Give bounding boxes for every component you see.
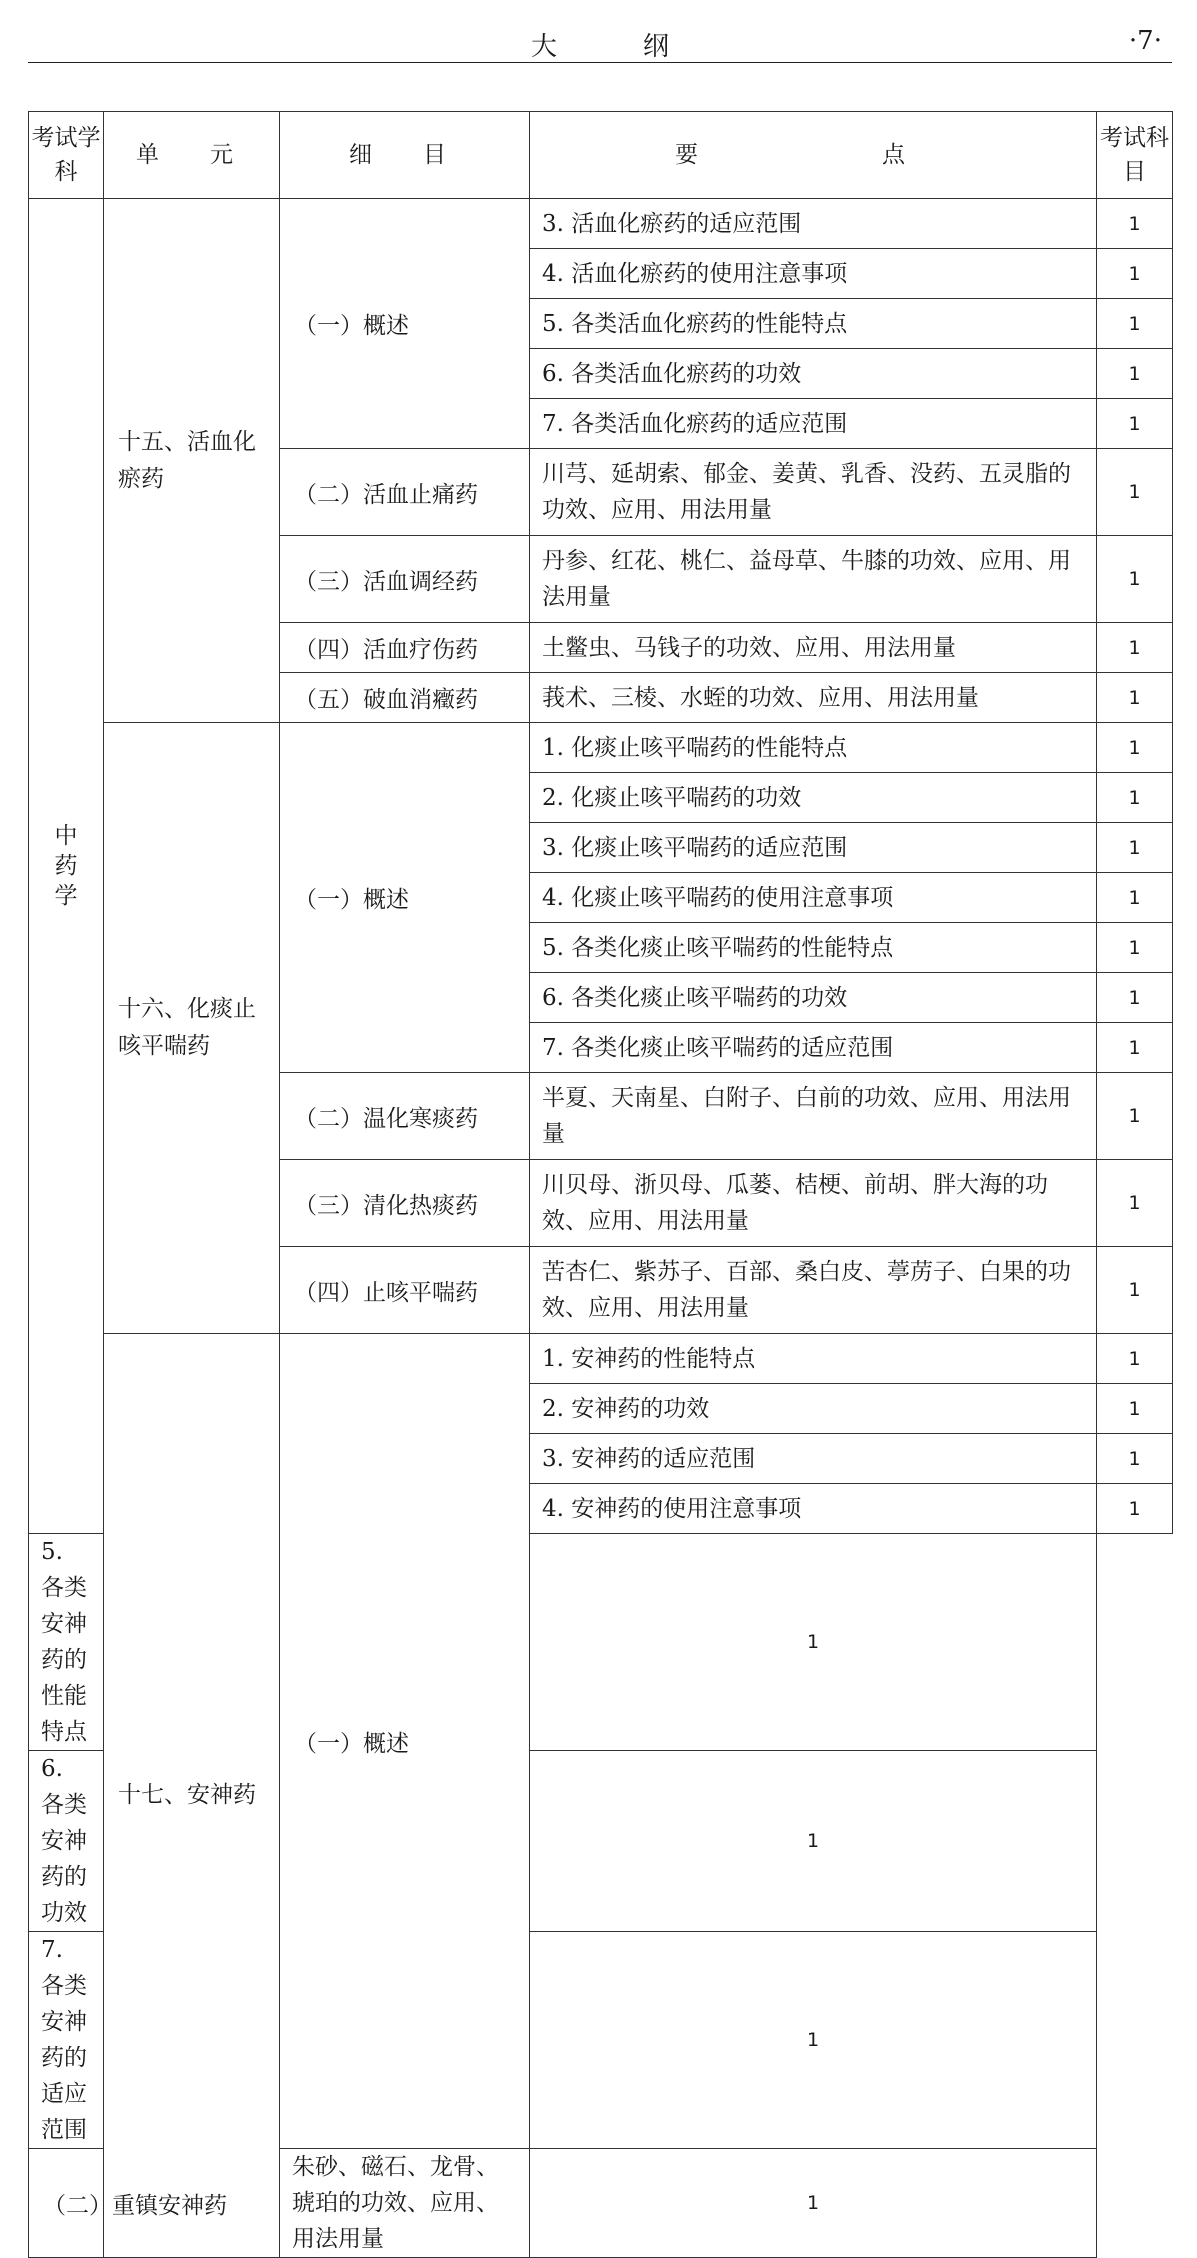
- point-cell: 莪术、三棱、水蛭的功效、应用、用法用量: [530, 673, 1097, 723]
- page-header: [28, 20, 1172, 63]
- unit-cell: 十六、化痰止咳平喘药: [104, 723, 280, 1334]
- exam-cell: 1: [530, 1534, 1097, 1751]
- point-cell: 4. 安神药的使用注意事项: [530, 1484, 1097, 1534]
- exam-cell: 1: [1097, 349, 1173, 399]
- point-cell: 7. 各类安神药的适应范围: [29, 1932, 104, 2149]
- exam-cell: 1: [1097, 623, 1173, 673]
- point-cell: 3. 活血化瘀药的适应范围: [530, 199, 1097, 249]
- outline-table: [28, 111, 1173, 2258]
- exam-cell: 1: [1097, 673, 1173, 723]
- point-cell: 5. 各类化痰止咳平喘药的性能特点: [530, 923, 1097, 973]
- unit-cell: 十五、活血化瘀药: [104, 199, 280, 723]
- item-cell: （三）清化热痰药: [280, 1160, 530, 1247]
- page-number: ·7·: [1128, 26, 1162, 56]
- table-row: [29, 723, 1173, 773]
- exam-cell: 1: [1097, 1434, 1173, 1484]
- point-cell: 2. 安神药的功效: [530, 1384, 1097, 1434]
- point-cell: 苦杏仁、紫苏子、百部、桑白皮、葶苈子、白果的功效、应用、用法用量: [530, 1247, 1097, 1334]
- exam-cell: 1: [1097, 1334, 1173, 1384]
- point-cell: 朱砂、磁石、龙骨、琥珀的功效、应用、用法用量: [280, 2149, 530, 2258]
- column-header-exam: 考试科目: [1097, 112, 1173, 199]
- exam-cell: 1: [530, 2149, 1097, 2258]
- page-title: 大 纲: [530, 32, 699, 62]
- item-cell: （四）活血疗伤药: [280, 623, 530, 673]
- exam-cell: 1: [1097, 773, 1173, 823]
- point-cell: 2. 化痰止咳平喘药的功效: [530, 773, 1097, 823]
- point-cell: 5. 各类活血化瘀药的性能特点: [530, 299, 1097, 349]
- item-cell: （四）止咳平喘药: [280, 1247, 530, 1334]
- exam-cell: 1: [1097, 923, 1173, 973]
- table-header-row: [29, 112, 1173, 199]
- exam-cell: 1: [530, 1751, 1097, 1932]
- subject-label: 中药学: [54, 823, 78, 909]
- table-row: [29, 1334, 1173, 1384]
- point-cell: 1. 安神药的性能特点: [530, 1334, 1097, 1384]
- column-header-item: 细 目: [280, 112, 530, 199]
- point-cell: 3. 化痰止咳平喘药的适应范围: [530, 823, 1097, 873]
- item-cell: （二）活血止痛药: [280, 449, 530, 536]
- point-cell: 6. 各类化痰止咳平喘药的功效: [530, 973, 1097, 1023]
- exam-cell: 1: [530, 1932, 1097, 2149]
- item-cell: （二）重镇安神药: [29, 2149, 104, 2258]
- item-cell: （五）破血消癥药: [280, 673, 530, 723]
- exam-cell: 1: [1097, 1484, 1173, 1534]
- exam-cell: 1: [1097, 973, 1173, 1023]
- unit-cell: 十七、安神药: [104, 1334, 280, 2258]
- point-cell: 5. 各类安神药的性能特点: [29, 1534, 104, 1751]
- point-cell: 6. 各类活血化瘀药的功效: [530, 349, 1097, 399]
- exam-cell: 1: [1097, 1384, 1173, 1434]
- item-cell: （一）概述: [280, 1334, 530, 2149]
- point-cell: 3. 安神药的适应范围: [530, 1434, 1097, 1484]
- exam-cell: 1: [1097, 536, 1173, 623]
- exam-cell: 1: [1097, 873, 1173, 923]
- point-cell: 7. 各类活血化瘀药的适应范围: [530, 399, 1097, 449]
- exam-cell: 1: [1097, 449, 1173, 536]
- exam-cell: 1: [1097, 199, 1173, 249]
- point-cell: 半夏、天南星、白附子、白前的功效、应用、用法用量: [530, 1073, 1097, 1160]
- point-cell: 丹参、红花、桃仁、益母草、牛膝的功效、应用、用法用量: [530, 536, 1097, 623]
- point-cell: 川贝母、浙贝母、瓜蒌、桔梗、前胡、胖大海的功效、应用、用法用量: [530, 1160, 1097, 1247]
- exam-cell: 1: [1097, 1160, 1173, 1247]
- exam-cell: 1: [1097, 299, 1173, 349]
- exam-cell: 1: [1097, 823, 1173, 873]
- column-header-point: 要 点: [530, 112, 1097, 199]
- column-header-unit: 单 元: [104, 112, 280, 199]
- exam-cell: 1: [1097, 249, 1173, 299]
- item-cell: （三）活血调经药: [280, 536, 530, 623]
- exam-cell: 1: [1097, 723, 1173, 773]
- exam-cell: 1: [1097, 1023, 1173, 1073]
- point-cell: 川芎、延胡索、郁金、姜黄、乳香、没药、五灵脂的功效、应用、用法用量: [530, 449, 1097, 536]
- item-cell: （二）温化寒痰药: [280, 1073, 530, 1160]
- point-cell: 1. 化痰止咳平喘药的性能特点: [530, 723, 1097, 773]
- point-cell: 4. 化痰止咳平喘药的使用注意事项: [530, 873, 1097, 923]
- exam-cell: 1: [1097, 399, 1173, 449]
- column-header-subject: 考试学科: [29, 112, 104, 199]
- point-cell: 4. 活血化瘀药的使用注意事项: [530, 249, 1097, 299]
- point-cell: 7. 各类化痰止咳平喘药的适应范围: [530, 1023, 1097, 1073]
- subject-cell: [29, 199, 104, 1534]
- table-row: [29, 199, 1173, 249]
- item-cell: （一）概述: [280, 723, 530, 1073]
- exam-cell: 1: [1097, 1247, 1173, 1334]
- point-cell: 6. 各类安神药的功效: [29, 1751, 104, 1932]
- point-cell: 土鳖虫、马钱子的功效、应用、用法用量: [530, 623, 1097, 673]
- exam-cell: 1: [1097, 1073, 1173, 1160]
- item-cell: （一）概述: [280, 199, 530, 449]
